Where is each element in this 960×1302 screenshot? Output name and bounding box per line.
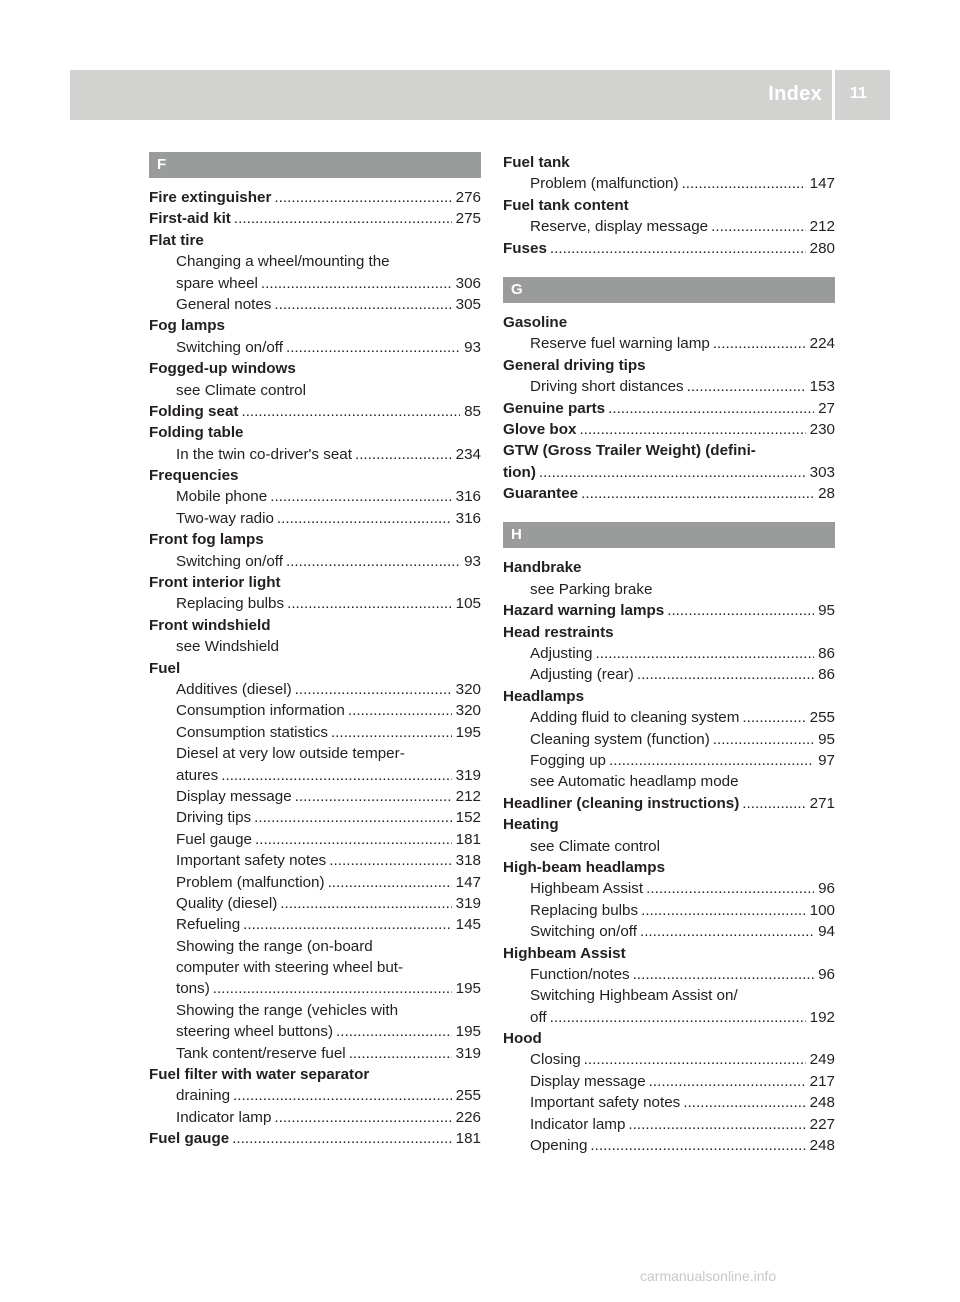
dot-leader [630, 964, 814, 985]
entry-page-number: 181 [455, 830, 481, 848]
entry-page-number: 96 [818, 965, 835, 983]
index-entry [149, 208, 481, 229]
entry-term: General driving tips [503, 356, 646, 374]
index-entry [149, 251, 481, 272]
index-entry [503, 1135, 835, 1156]
index-entry [149, 1043, 481, 1064]
entry-page-number: 255 [455, 1087, 481, 1105]
dot-leader [271, 294, 451, 315]
entry-list-f [149, 187, 481, 1150]
entry-page-number: 319 [455, 1044, 481, 1062]
index-entry [503, 238, 835, 259]
index-entry [503, 707, 835, 728]
index-entry [149, 593, 481, 614]
entry-page-number: 96 [818, 880, 835, 898]
entry-term: Fire extinguisher [149, 189, 272, 206]
entry-term: Display message [530, 1072, 646, 1090]
entry-page-number: 147 [809, 175, 835, 193]
entry-term: Problem (malfunction) [530, 175, 679, 193]
index-entry [503, 398, 835, 419]
entry-page-number: 86 [818, 666, 835, 684]
index-entry [503, 376, 835, 397]
entry-term: Folding table [149, 424, 244, 442]
dot-leader [708, 216, 806, 237]
entry-page-number: 195 [455, 980, 481, 998]
index-entry [149, 700, 481, 721]
dot-leader [231, 208, 452, 229]
entry-term: Important safety notes [530, 1094, 681, 1112]
entry-term: see Climate control [530, 837, 660, 855]
index-entry [503, 643, 835, 664]
dot-leader [267, 486, 451, 507]
entry-term: Changing a wheel/mounting the [176, 253, 390, 271]
section-header-h: H [503, 522, 835, 548]
entry-term: Switching on/off [176, 338, 283, 356]
entry-term: Mobile phone [176, 488, 268, 506]
entry-term: spare wheel [176, 274, 258, 292]
index-entry [503, 664, 835, 685]
dot-leader [271, 187, 451, 208]
entry-term: Fog lamps [149, 317, 225, 335]
entry-page-number: 320 [455, 680, 481, 698]
index-entry [503, 1092, 835, 1113]
index-entry [503, 462, 835, 483]
entry-term: draining [176, 1087, 231, 1105]
index-entry [503, 793, 835, 814]
dot-leader [271, 1107, 451, 1128]
dot-leader [284, 593, 452, 614]
index-entry [503, 900, 835, 921]
dot-leader [229, 1128, 451, 1149]
index-entry [149, 1064, 481, 1085]
index-entry [149, 1107, 481, 1128]
index-entry [503, 771, 835, 792]
index-entry [503, 483, 835, 504]
entry-page-number: 153 [809, 378, 835, 396]
entry-page-number: 86 [818, 645, 835, 663]
entry-page-number: 230 [809, 420, 835, 438]
dot-leader [739, 793, 805, 814]
dot-leader [325, 872, 452, 893]
entry-term: Fogging up [530, 751, 606, 769]
dot-leader [710, 333, 806, 354]
dot-leader [251, 807, 452, 828]
entry-term: Gasoline [503, 313, 568, 331]
entry-term: GTW (Gross Trailer Weight) (defini- [503, 442, 756, 460]
entry-term: Fuel gauge [176, 830, 252, 848]
index-entry [149, 658, 481, 679]
index-entry [149, 1085, 481, 1106]
entry-term: Closing [530, 1051, 581, 1069]
entry-page-number: 212 [455, 787, 481, 805]
dot-leader [274, 508, 452, 529]
dot-leader [710, 729, 814, 750]
index-entry [503, 686, 835, 707]
entry-term: see Windshield [176, 638, 279, 656]
entry-term: Function/notes [530, 965, 630, 983]
entry-term: Adjusting [530, 645, 593, 663]
entry-page-number: 212 [809, 218, 835, 236]
index-entry [149, 957, 481, 978]
entry-term: Opening [530, 1137, 588, 1155]
dot-leader [345, 700, 452, 721]
entry-page-number: 275 [455, 210, 481, 228]
index-entry [503, 579, 835, 600]
entry-page-number: 306 [455, 274, 481, 292]
entry-term: Fuel tank [503, 154, 570, 171]
entry-term: Folding seat [149, 402, 239, 420]
index-entry [503, 836, 835, 857]
index-entry [149, 1000, 481, 1021]
index-entry [503, 333, 835, 354]
entry-page-number: 94 [818, 923, 835, 941]
entry-term: see Climate control [176, 381, 306, 399]
entry-term: Fogged-up windows [149, 360, 296, 378]
index-entry [503, 729, 835, 750]
dot-leader [646, 1071, 806, 1092]
index-entry [149, 273, 481, 294]
entry-term: Showing the range (vehicles with [176, 1001, 399, 1019]
entry-page-number: 152 [455, 809, 481, 827]
entry-page-number: 97 [818, 751, 835, 769]
entry-page-number: 303 [809, 463, 835, 481]
index-entry [149, 786, 481, 807]
index-entry [149, 978, 481, 999]
index-entry [503, 173, 835, 194]
entry-page-number: 147 [455, 873, 481, 891]
entry-list-g [503, 312, 835, 505]
entry-page-number: 249 [809, 1051, 835, 1069]
index-entry [149, 1021, 481, 1042]
entry-page-number: 93 [464, 338, 481, 356]
dot-leader [592, 643, 814, 664]
entry-page-number: 181 [455, 1130, 481, 1148]
entry-term: Fuses [503, 239, 547, 257]
index-entry [503, 216, 835, 237]
entry-term: In the twin co-driver's seat [176, 445, 352, 463]
entry-term: Reserve, display message [530, 218, 709, 236]
entry-page-number: 305 [455, 295, 481, 313]
entry-term: Consumption information [176, 702, 345, 720]
entry-term: Headlamps [503, 687, 585, 705]
index-entry [503, 921, 835, 942]
entry-page-number: 318 [455, 852, 481, 870]
index-entry [503, 1007, 835, 1028]
index-entry [149, 765, 481, 786]
index-entry [149, 508, 481, 529]
index-entry [149, 380, 481, 401]
index-column-right [503, 152, 835, 1156]
entry-term: Hood [503, 1030, 542, 1048]
entry-term: atures [176, 766, 219, 784]
entry-term: Switching on/off [530, 923, 637, 941]
index-entry [503, 750, 835, 771]
index-entry [503, 1028, 835, 1049]
entry-term: Adjusting (rear) [530, 666, 634, 684]
index-entry [149, 187, 481, 208]
entry-term: Display message [176, 787, 292, 805]
entry-list-h [503, 557, 835, 1156]
entry-term: off [530, 1008, 547, 1026]
index-entry [503, 557, 835, 578]
index-entry [149, 294, 481, 315]
entry-term: Highbeam Assist [530, 880, 644, 898]
dot-leader [581, 1049, 806, 1070]
entry-term: Quality (diesel) [176, 894, 278, 912]
dot-leader [625, 1114, 805, 1135]
entry-page-number: 224 [809, 335, 835, 353]
entry-term: Guarantee [503, 485, 579, 503]
dot-leader [283, 337, 460, 358]
index-entry [149, 529, 481, 550]
entry-term: Fuel filter with water separator [149, 1066, 370, 1084]
entry-page-number: 255 [809, 709, 835, 727]
entry-page-number: 227 [809, 1115, 835, 1133]
entry-term: Additives (diesel) [176, 680, 292, 698]
section-header-f: F [149, 152, 481, 178]
entry-list-f-continued [503, 152, 835, 259]
entry-term: Fuel [149, 659, 181, 677]
dot-leader [252, 829, 452, 850]
dot-leader [333, 1021, 452, 1042]
dot-leader [536, 462, 806, 483]
dot-leader [230, 1085, 452, 1106]
index-entry [503, 1049, 835, 1070]
dot-leader [238, 401, 460, 422]
index-entry [149, 807, 481, 828]
index-entry [503, 419, 835, 440]
entry-term: Diesel at very low outside temper- [176, 745, 405, 763]
page-number: 11 [850, 85, 867, 102]
entry-term: Tank content/reserve fuel [176, 1044, 346, 1062]
entry-page-number: 248 [809, 1137, 835, 1155]
entry-term: Genuine parts [503, 399, 606, 417]
dot-leader [578, 483, 814, 504]
header-title: Index [768, 83, 822, 105]
index-entry [149, 636, 481, 657]
index-entry [149, 615, 481, 636]
index-entry [149, 872, 481, 893]
entry-term: Adding fluid to cleaning system [530, 709, 740, 727]
entry-term: Replacing bulbs [530, 901, 639, 919]
entry-page-number: 192 [809, 1008, 835, 1026]
entry-page-number: 217 [809, 1072, 835, 1090]
index-entry [503, 600, 835, 621]
dot-leader [643, 878, 814, 899]
index-entry [149, 486, 481, 507]
entry-term: steering wheel buttons) [176, 1023, 334, 1041]
index-entry [149, 829, 481, 850]
dot-leader [346, 1043, 452, 1064]
entry-page-number: 195 [455, 723, 481, 741]
dot-leader [547, 1007, 806, 1028]
entry-page-number: 95 [818, 602, 835, 620]
entry-page-number: 105 [455, 595, 481, 613]
entry-term: Flat tire [149, 231, 204, 249]
entry-page-number: 145 [455, 916, 481, 934]
index-entry [149, 743, 481, 764]
dot-leader [292, 786, 452, 807]
entry-term: see Automatic headlamp mode [530, 773, 739, 791]
index-entry [503, 440, 835, 461]
entry-page-number: 316 [455, 488, 481, 506]
entry-page-number: 316 [455, 509, 481, 527]
entry-term: Glove box [503, 420, 577, 438]
entry-term: Front windshield [149, 616, 271, 634]
entry-term: Fuel tank content [503, 196, 629, 214]
entry-term: Fuel gauge [149, 1130, 230, 1148]
dot-leader [684, 376, 806, 397]
dot-leader [352, 444, 452, 465]
entry-term: Heating [503, 816, 559, 834]
index-entry [149, 315, 481, 336]
index-entry [503, 622, 835, 643]
dot-leader [638, 900, 806, 921]
entry-page-number: 248 [809, 1094, 835, 1112]
dot-leader [679, 173, 806, 194]
index-entry [503, 1071, 835, 1092]
index-entry [149, 444, 481, 465]
dot-leader [258, 273, 452, 294]
entry-term: Frequencies [149, 467, 239, 485]
index-entry [149, 936, 481, 957]
index-entry [503, 985, 835, 1006]
dot-leader [634, 664, 814, 685]
index-entry [503, 312, 835, 333]
entry-term: Highbeam Assist [503, 944, 626, 962]
dot-leader [210, 978, 452, 999]
dot-leader [606, 750, 814, 771]
index-entry [149, 422, 481, 443]
entry-term: Head restraints [503, 623, 614, 641]
index-entry [149, 401, 481, 422]
watermark: carmanualsonline.info [640, 1268, 777, 1284]
entry-term: First-aid kit [149, 210, 231, 228]
index-entry [149, 722, 481, 743]
index-entry [149, 337, 481, 358]
entry-term: Cleaning system (function) [530, 730, 710, 748]
index-entry [503, 878, 835, 899]
dot-leader [218, 765, 451, 786]
entry-term: Problem (malfunction) [176, 873, 325, 891]
entry-term: Replacing bulbs [176, 595, 285, 613]
dot-leader [664, 600, 814, 621]
entry-term: see Parking brake [530, 580, 653, 598]
index-entry [149, 551, 481, 572]
dot-leader [326, 850, 451, 871]
entry-term: Front interior light [149, 574, 281, 592]
index-entry [149, 465, 481, 486]
index-column-left [149, 152, 481, 1150]
entry-page-number: 226 [455, 1108, 481, 1126]
entry-page-number: 27 [818, 399, 835, 417]
dot-leader [605, 398, 814, 419]
entry-page-number: 100 [809, 901, 835, 919]
header-divider [832, 70, 835, 120]
section-header-g: G [503, 277, 835, 303]
entry-page-number: 93 [464, 552, 481, 570]
entry-page-number: 271 [809, 794, 835, 812]
dot-leader [283, 551, 460, 572]
entry-term: Driving short distances [530, 378, 684, 396]
entry-page-number: 319 [455, 766, 481, 784]
entry-term: Indicator lamp [176, 1108, 272, 1126]
entry-page-number: 319 [455, 894, 481, 912]
entry-page-number: 280 [809, 239, 835, 257]
index-entry [149, 1128, 481, 1149]
dot-leader [328, 722, 452, 743]
entry-page-number: 320 [455, 702, 481, 720]
dot-leader [292, 679, 452, 700]
entry-term: Headliner (cleaning instructions) [503, 794, 740, 812]
dot-leader [637, 921, 814, 942]
index-entry [149, 850, 481, 871]
entry-term: Front fog lamps [149, 531, 264, 549]
entry-page-number: 95 [818, 730, 835, 748]
entry-term: Important safety notes [176, 852, 327, 870]
entry-page-number: 195 [455, 1023, 481, 1041]
entry-term: Reserve fuel warning lamp [530, 335, 710, 353]
index-entry [503, 152, 835, 173]
index-entry [503, 943, 835, 964]
entry-term: Showing the range (on-board [176, 937, 373, 955]
entry-term: General notes [176, 295, 272, 313]
index-entry [503, 195, 835, 216]
entry-term: Hazard warning lamps [503, 602, 665, 620]
index-entry [149, 914, 481, 935]
entry-page-number: 28 [818, 485, 835, 503]
index-entry [149, 230, 481, 251]
index-entry [503, 857, 835, 878]
entry-term: Indicator lamp [530, 1115, 626, 1133]
dot-leader [240, 914, 451, 935]
dot-leader [739, 707, 805, 728]
entry-term: tons) [176, 980, 210, 998]
index-entry [503, 964, 835, 985]
entry-term: Handbrake [503, 559, 582, 577]
entry-page-number: 276 [455, 189, 481, 206]
entry-term: Two-way radio [176, 509, 274, 527]
index-entry [149, 893, 481, 914]
index-entry [503, 814, 835, 835]
index-entry [149, 358, 481, 379]
entry-page-number: 85 [464, 402, 481, 420]
entry-term: Consumption statistics [176, 723, 328, 741]
index-entry [149, 679, 481, 700]
dot-leader [587, 1135, 805, 1156]
entry-term: Driving tips [176, 809, 252, 827]
entry-term: High-beam headlamps [503, 858, 666, 876]
dot-leader [547, 238, 806, 259]
entry-term: Refueling [176, 916, 241, 934]
entry-term: tion) [503, 463, 536, 481]
entry-term: Switching Highbeam Assist on/ [530, 987, 738, 1005]
dot-leader [576, 419, 805, 440]
index-entry [149, 572, 481, 593]
dot-leader [277, 893, 451, 914]
entry-term: Switching on/off [176, 552, 283, 570]
dot-leader [680, 1092, 805, 1113]
entry-page-number: 234 [455, 445, 481, 463]
index-entry [503, 355, 835, 376]
page-header [70, 70, 890, 120]
entry-term: computer with steering wheel but- [176, 959, 404, 977]
index-entry [503, 1114, 835, 1135]
